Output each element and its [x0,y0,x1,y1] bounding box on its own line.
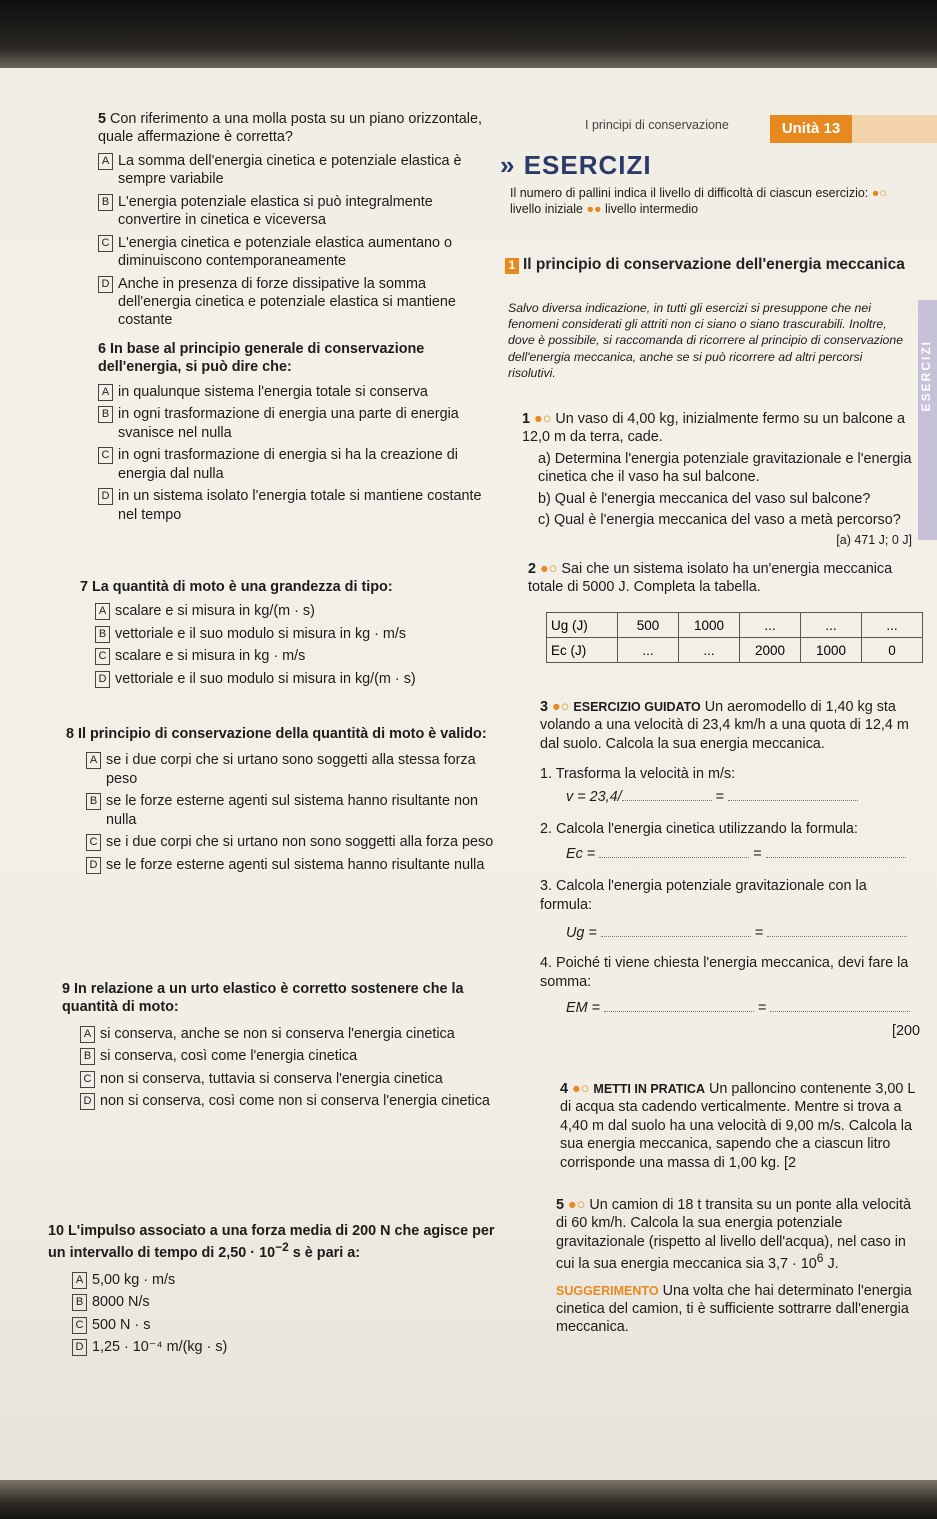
question-7: 7 La quantità di moto è una grandezza di tipo: A scalare e si misura in kg/(m · s) B vettoriale e il suo modulo si misura in kg · m/s C scalare e si misura in kg · m/s D vettoriale e il suo modulo si misura in kg/(m · s) [80,579,416,687]
unit-badge-edge [852,115,937,143]
section-intro: Salvo diversa indicazione, in tutti gli esercizi si presuppone che nei fenomeni considerati gli attriti non ci siano o siano trascurabili. Inoltre, dove è possibile, si raccomanda di ricorrere al principio di conservazione dell'energia meccanica, anche se si può ricorrere ad altri percorsi risolutivi. [508,301,904,380]
exercise-1: 1 ●○ Un vaso di 4,00 kg, inizialmente fermo su un balcone a 12,0 m da terra, cade. a) Determina l'energia potenziale gravitazionale e l'energia cinetica che il vaso ha sul balcone. b) Qual è l'energia meccanica del vaso sul balcone? c) Qual è l'energia meccanica del vaso a metà percorso? [a) 471 J; 0 J] [522,411,912,547]
unit-badge: Unità 13 [770,115,852,143]
exercise-5: 5 ●○ Un camion di 18 t transita su un ponte alla velocità di 60 km/h. Calcola la sua energia potenziale gravitazionale (rispetto al livello dell'acqua), nel caso in cui la sua energia meccanica sia $3,7 \cdot 10^6$ J. SUGGERIMENTO Una volta che hai determinato l'energia cinetica del camion, ti è sufficiente sottrarre dall'energia meccanica. [556,1197,912,1336]
question-8: 8 Il principio di conservazione della quantità di moto è valido: A se i due corpi che si urtano sono soggetti alla stessa forza peso B se le forze esterne agenti sul sistema hanno risultante non nulla C se i due corpi che si urtano non sono soggetti alla forza peso D se le forze esterne agenti sul sistema hanno risultante nulla [66,726,494,873]
book-top-edge [0,0,937,68]
question-10: 10 L'impulso associato a una forza media di 200 N che agisce per un intervallo di tempo di $2,50 \cdot 10^{-2}$ s è pari a: A 5,00 kg · m/s B 8000 N/s C 500 N · s D 1,25 · 10⁻⁴ m/(kg · s) [48,1223,495,1355]
question-6: 6 In base al principio generale di conservazione dell'energia, si può dire che: A in qualunque sistema l'energia totale si conserva B in ogni trasformazione di energia una parte di energia svanisce nel nulla C in ogni trasformazione di energia si ha la creazione di energia dal nulla D in un sistema isolato l'energia totale si mantiene costante nel tempo [98,341,482,523]
side-tab: ESERCIZI [918,300,937,540]
exercise-4: 4 ●○ METTI IN PRATICA Un palloncino contenente 3,00 L di acqua sta cadendo verticalmente. Mentre si trova a 4,40 m dal suolo ha una velocità di 9,00 m/s. Calcola la sua energia meccanica, sapendo che a ciascun litro corrisponde una massa di 1,00 kg. [2 [560,1081,915,1171]
exercise-2: 2 ●○ Sai che un sistema isolato ha un'energia meccanica totale di 5000 J. Completa la tabella. [528,561,893,596]
ec-label: Ec (J) [547,638,618,663]
ug-label: Ug (J) [547,613,618,638]
energy-table: Ug (J) 500 1000 ... ... ... Ec (J) ... ... 2000 1000 0 [546,612,923,663]
difficulty-legend: Il numero di pallini indica il livello di difficoltà di ciascun esercizio: ●○ livello iniziale ●● livello intermedio [510,186,887,217]
chapter-heading: I principi di conservazione [585,118,729,132]
exercises-title: » ESERCIZI [500,150,652,180]
question-5: 5 Con riferimento a una molla posta su un piano orizzontale, quale affermazione è corretta? A La somma dell'energia cinetica e potenziale elastica è sempre variabile B L'energia potenziale elastica si può integralmente convertire in cinetica e viceversa C L'energia cinetica e potenziale elastica aumentano o diminuiscono contemporaneamente D Anche in presenza di forze dissipative la somma dell'energia cinetica e potenziale elastica si mantiene costante [98,111,482,329]
question-9: 9 In relazione a un urto elastico è corretto sostenere che la quantità di moto: A si conserva, anche se non si conserva l'energia cinetica B si conserva, così come l'energia cinetica C non si conserva, tuttavia si conserva l'energia cinetica D non si conserva, così come non si conserva l'energia cinetica [62,981,490,1110]
section-heading: 1 Il principio di conservazione dell'energia meccanica [505,255,915,275]
book-bottom-edge [0,1480,937,1519]
exercise-3: 3 ●○ ESERCIZIO GUIDATO Un aeromodello di 1,40 kg sta volando a una velocità di 23,4 km/h a una quota di 12,4 m dal suolo. Calcola la sua energia meccanica. 1. Trasforma la velocità in m/s: v = 23,4/ = 2. Calcola l'energia cinetica utilizzando la formula: Ec = = 3. Calcola l'energia potenziale gravitazionale con la formula: Ug = = 4. Poiché ti viene chiesta l'energia meccanica, devi fare la somma: EM = = [200 [540,699,920,1039]
